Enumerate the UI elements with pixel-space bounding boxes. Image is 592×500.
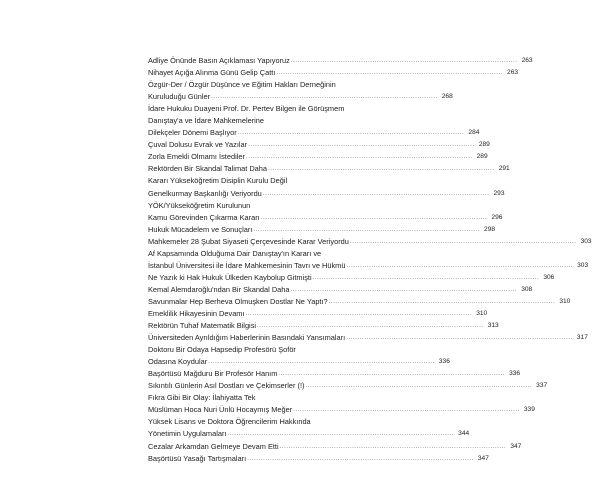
dot-leader: .................................................................................................... (208, 359, 435, 366)
toc-entry (148, 332, 588, 344)
toc-entry-row (148, 320, 499, 332)
toc-entry (148, 284, 533, 296)
page-number: 317 (576, 334, 588, 342)
dot-leader: .................................................................................................... (312, 274, 540, 281)
toc-entry-title: Ne Yazık ki Hak Hukuk Ülkeden Kaybolup Gitmişti (148, 272, 312, 282)
toc-entry (148, 320, 499, 332)
toc-entry-title: Mahkemeler 28 Şubat Siyaseti Çerçevesinde Karar Veriyordu (148, 236, 349, 246)
dot-leader: .................................................................................................... (346, 335, 573, 342)
dot-leader: .................................................................................................... (290, 58, 518, 64)
page-number: 303 (580, 237, 592, 245)
toc-entry-title-line: Doktoru Bir Odaya Hapsedip Profesörü Şoför (148, 345, 296, 355)
toc-entry-title: Dilekçeler Dönemi Başlıyor (148, 128, 237, 138)
page-number: 289 (478, 141, 490, 149)
toc-entry-title: Rektörden Bir Skandal Talimat Daha (148, 164, 267, 174)
dot-leader: .................................................................................................... (305, 383, 533, 390)
toc-entry-row (148, 284, 533, 296)
page-number: 303 (577, 261, 589, 269)
page-number: 308 (521, 285, 533, 293)
toc-entry (148, 103, 480, 139)
toc-entry-row (148, 139, 490, 151)
toc-entry (148, 224, 496, 236)
page-number: 306 (543, 273, 555, 281)
toc-entry-row (148, 224, 496, 236)
toc-entry-title: Nihayet Açığa Alınma Günü Gelip Çattı (148, 68, 276, 78)
toc-entry-title: Çuval Dolusu Evrak ve Yazılar (148, 140, 248, 150)
toc-entry-title-line: Özgür-Der / Özgür Düşünce ve Eğitim Hakları Derneğinin (148, 80, 336, 90)
dot-leader: .................................................................................................... (349, 238, 577, 245)
toc-entry-title-line: Fıkra Gibi Bir Olay: İlahiyatta Tek (148, 393, 256, 403)
toc-entry-row (148, 368, 521, 380)
toc-entry-title: Müslüman Hoca Nuri Ünlü Hocaymış Meğer (148, 405, 293, 415)
toc-entry-title: Rektörün Tuhaf Matematik Bilgisi (148, 321, 257, 331)
dot-leader: .................................................................................................... (328, 298, 556, 305)
page-number: 337 (536, 382, 548, 390)
page-number: 291 (498, 165, 510, 173)
toc-entry-row (148, 441, 522, 453)
toc-entry-row (148, 91, 453, 103)
page-number: 339 (523, 406, 535, 414)
dot-leader: .................................................................................................... (268, 166, 495, 173)
dot-leader: .................................................................................................... (276, 70, 504, 77)
toc-entry (148, 453, 489, 465)
toc-entry (148, 139, 490, 151)
toc-entry-row (148, 151, 488, 163)
toc-entry-row (148, 188, 505, 200)
page-number: 263 (507, 69, 519, 77)
page-number: 289 (476, 153, 488, 161)
toc-entry-title-line: YÖK/Yükseköğretim Kurulunun (148, 200, 251, 210)
page-number: 293 (493, 189, 505, 197)
toc-entry-title: Zorla Emekli Olmamı İstediler (148, 152, 245, 162)
page-number: 310 (476, 309, 488, 317)
toc-entry-title: Başörtüsü Yasağı Tartışmaları (148, 453, 247, 463)
toc-entry-row (148, 67, 519, 79)
toc-entry (148, 151, 488, 163)
toc-entry-title-line: Yüksek Lisans ve Doktora Öğrencilerim Hakkında (148, 417, 311, 427)
toc-entry (148, 308, 488, 320)
toc-entry-title: Hukuk Mücadelem ve Sonuçları (148, 224, 253, 234)
toc-entry-title: İstanbul Üniversitesi ile İdare Mahkemesinin Tavrı ve Hükmü (148, 260, 346, 270)
toc-entry (148, 441, 522, 453)
page-number: 284 (468, 129, 480, 137)
toc-entry-title-line: Danıştay'a ve İdare Mahkemelerine (148, 116, 265, 126)
toc-entry-row (148, 296, 571, 308)
dot-leader: .................................................................................................... (245, 310, 473, 317)
page-number: 296 (491, 213, 503, 221)
dot-leader: .................................................................................................... (260, 214, 488, 221)
toc-entry-title: Cezalar Arkamdan Gelmeye Devam Etti (148, 441, 279, 451)
toc-entry (148, 368, 521, 380)
toc-entry-row (148, 127, 480, 139)
toc-entry-title-line: İdare Hukuku Duayeni Prof. Dr. Pertev Bilgen ile Görüşmem (148, 104, 345, 114)
toc-entry-row (148, 55, 533, 67)
page-number: 336 (438, 358, 450, 366)
dot-leader: .................................................................................................... (227, 431, 455, 438)
toc-entry-title: Odasına Koydular (148, 357, 208, 367)
dot-leader: .................................................................................................... (293, 407, 520, 414)
toc-entry-title: Savunmalar Hep Berheva Olmuşken Dostlar Ne Yaptı? (148, 296, 328, 306)
dot-leader: .................................................................................................... (237, 130, 465, 137)
page-number: 313 (487, 322, 499, 330)
dot-leader: .................................................................................................... (253, 226, 481, 233)
table-of-contents (148, 55, 592, 465)
toc-entry-title-line: Af Kapsamında Olduğuma Dair Danıştay'ın Kararı ve (148, 248, 322, 258)
dot-leader: .................................................................................................... (245, 154, 473, 161)
toc-entry-title: Başörtüsü Mağduru Bir Profesör Hanım (148, 369, 278, 379)
toc-entry (148, 200, 503, 224)
toc-entry-title: Sıkıntılı Günlerin Asıl Dostları ve Çekimserler (!) (148, 381, 305, 391)
toc-entry-row (148, 380, 548, 392)
toc-entry-title-line: Kararı Yükseköğretim Disiplin Kurulu Değil (148, 176, 288, 186)
toc-entry-row (148, 236, 592, 248)
toc-entry (148, 344, 450, 368)
toc-entry-title: Yönetimin Uygulamaları (148, 429, 227, 439)
toc-entry-row (148, 272, 555, 284)
page-number: 347 (477, 454, 489, 462)
toc-entry (148, 296, 571, 308)
toc-entry-title: Genelkurmay Başkanlığı Veriyordu (148, 188, 262, 198)
toc-entry (148, 380, 548, 392)
page-number: 263 (521, 57, 533, 64)
toc-entry-row (148, 308, 488, 320)
toc-entry-title: Emeklilik Hikayesinin Devamı (148, 308, 245, 318)
toc-entry (148, 55, 533, 67)
toc-entry-row (148, 404, 535, 416)
toc-entry-title: Üniversiteden Ayrıldığım Haberlerinin Basındaki Yansımaları (148, 333, 346, 343)
dot-leader: .................................................................................................... (278, 371, 506, 378)
toc-entry (148, 392, 535, 416)
page-number: 336 (509, 370, 521, 378)
toc-entry (148, 272, 555, 284)
toc-entry (148, 67, 519, 79)
dot-leader: .................................................................................................... (279, 443, 507, 450)
toc-entry (148, 79, 453, 103)
toc-entry-row (148, 356, 450, 368)
toc-entry-row (148, 453, 489, 465)
dot-leader: .................................................................................................... (211, 94, 438, 101)
toc-entry-title: Kemal Alemdaroğlu'ndan Bir Skandal Daha (148, 284, 290, 294)
toc-entry-row (148, 163, 510, 175)
dot-leader: .................................................................................................... (248, 142, 475, 149)
page-number: 344 (458, 430, 470, 438)
page-number: 268 (441, 93, 453, 101)
dot-leader: .................................................................................................... (290, 286, 518, 293)
dot-leader: .................................................................................................... (257, 323, 484, 330)
dot-leader: .................................................................................................... (346, 262, 574, 269)
page-number: 298 (484, 225, 496, 233)
toc-entry (148, 175, 505, 199)
page-number: 310 (559, 297, 571, 305)
dot-leader: .................................................................................................... (247, 455, 474, 462)
toc-entry (148, 163, 510, 175)
toc-entry (148, 236, 592, 248)
toc-entry-title: Kuruluduğu Günler (148, 92, 211, 102)
toc-entry-row (148, 332, 588, 344)
toc-entry (148, 248, 589, 272)
toc-entry-row (148, 428, 470, 440)
toc-entry-row (148, 260, 589, 272)
toc-entry-row (148, 212, 503, 224)
toc-entry-title: Adliye Önünde Basın Açıklaması Yapıyoruz (148, 56, 290, 65)
page-number: 347 (510, 442, 522, 450)
toc-entry-title: Kamu Görevinden Çıkarma Kararı (148, 212, 260, 222)
dot-leader: .................................................................................................... (262, 190, 490, 197)
toc-entry (148, 416, 470, 440)
